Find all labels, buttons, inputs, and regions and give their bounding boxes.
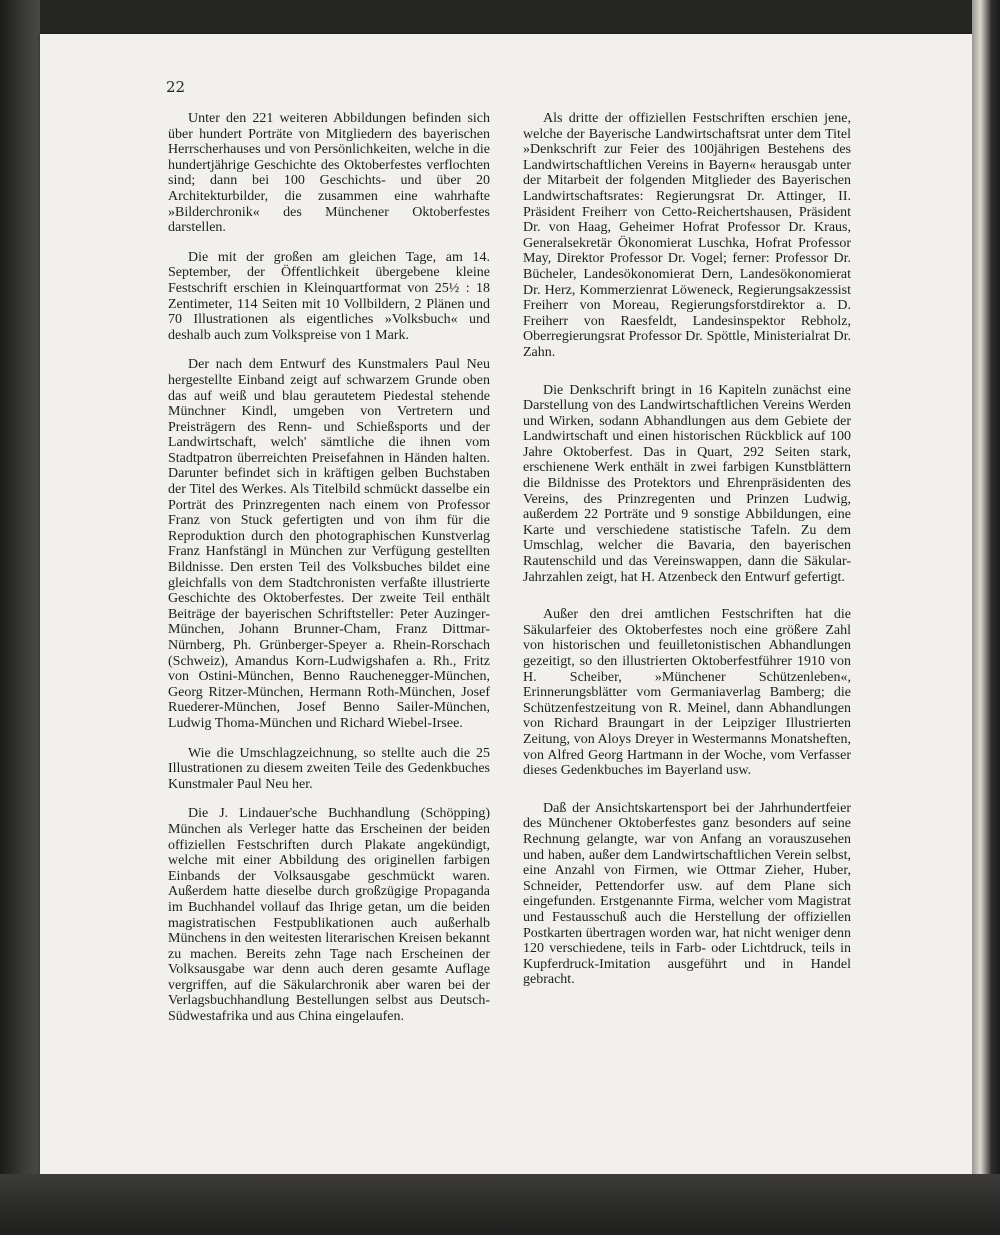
page-stack-edge — [972, 0, 1000, 1235]
paragraph: Die mit der großen am gleichen Tage, am 14. September, der Öffentlichkeit übergebene kleine Festschrift erschien in Kleinquartformat von 25½ : 18 Zentimeter, 114 Seiten mit 10 Vollbildern, 2 Plänen und 70 Illustrationen als eigentliches »Volksbuch« und deshalb auch zum Volkspreise von 1 Mark. — [168, 249, 490, 343]
paragraph: Unter den 221 weiteren Abbildungen befinden sich über hundert Porträte von Mitgliedern des bayerischen Herrscherhauses und von Persönlichkeiten, welche in die hundertjährige Geschichte des Oktoberfestes verflochten sind; dann bei 100 Geschichts- und über 20 Architekturbilder, die zusammen eine wahrhafte »Bilderchronik« des Münchener Oktoberfestes darstellen. — [168, 111, 490, 236]
paragraph: Daß der Ansichtskartensport bei der Jahrhundertfeier des Münchener Oktoberfestes ganz besonders auf seine Rechnung gelangte, war von Anfang an vorauszusehen und haben, außer dem Landwirtschaftlichen Verein selbst, eine Anzahl von Firmen, wie Ottmar Zieher, Huber, Schneider, Pettendorfer usw. auf dem Plane sich eingefunden. Erstgenannte Firma, welcher vom Magistrat und Festausschuß auch die Herstellung der offiziellen Postkarten übertragen worden war, hat nicht weniger denn 120 verschiedene, teils in Farb- oder Lichtdruck, teils in Kupferdruck-Imitation ausgeführt und in Handel gebracht. — [523, 800, 851, 988]
paragraph: Als dritte der offiziellen Festschriften erschien jene, welche der Bayerische Landwirtschaftsrat unter dem Titel »Denkschrift zur Feier des 100jährigen Bestehens des Landwirtschaftlichen Vereins in Bayern« herausgab unter der Mitarbeit der folgenden Mitglieder des Bayerischen Landwirtschaftsrates: Regierungsrat Dr. Attinger, II. Präsident Freiherr von Cetto-Reichertshausen, Präsident Dr. von Haag, Geheimer Hofrat Professor Dr. Kraus, Generalsekretär Ökonomierat Luschka, Hofrat Professor May, Direktor Professor Dr. Vogel; ferner: Professor Dr. Bücheler, Landesökonomierat Dern, Landesökonomierat Dr. Herz, Kommerzienrat Löweneck, Regierungsakzessist Freiherr von Moreau, Regierungsforstdirektor a. D. Freiherr von Raesfeldt, Landesinspektor Rebholz, Oberregierungsrat Professor Dr. Spöttle, Ministerialrat Dr. Zahn. — [523, 111, 851, 360]
page-number: 22 — [166, 78, 186, 96]
right-text-column — [523, 111, 851, 1010]
paragraph: Außer den drei amtlichen Festschriften hat die Säkularfeier des Oktoberfestes noch eine größere Zahl von historischen und feuilletonistischen Abhandlungen gezeitigt, so den illustrierten Oktoberfestführer 1910 von H. Scheiber, »Münchener Schützenleben«, Erinnerungsblätter vom Germaniaverlag Bamberg; die Schützenfestzeitung von R. Meinel, dann Abhandlungen von Richard Braungart in der Leipziger Illustrierten Zeitung, von Aloys Dreyer in Westermanns Monatsheften, von Alfred Georg Hartmann in der Woche, vom Verfasser dieses Gedenkbuches im Bayerland usw. — [523, 607, 851, 779]
book-cover-edge — [0, 0, 40, 1235]
paragraph: Die J. Lindauer'sche Buchhandlung (Schöpping) München als Verleger hatte das Erscheinen der beiden offiziellen Festschriften durch Plakate angekündigt, welche mit einer Abbildung des originellen farbigen Einbands der Volksausgabe geschmückt waren. Außerdem hatte dieselbe durch großzügige Propaganda im Buchhandel vollauf das Ihrige getan, um die beiden magistratischen Festpublikationen auch außerhalb Münchens in den weitesten literarischen Kreisen bekannt zu machen. Bereits zehn Tage nach Erscheinen der Volksausgabe war denn auch deren gesamte Auflage vergriffen, auf die Säkularchronik aber waren bei der Verlagsbuchhandlung Bestellungen selbst aus Deutsch-Südwestafrika und aus China eingelaufen. — [168, 806, 490, 1025]
paragraph: Der nach dem Entwurf des Kunstmalers Paul Neu hergestellte Einband zeigt auf schwarzem Grunde oben das auf weiß und blau gerautetem Piedestal stehende Münchner Kindl, umgeben von Vertretern und Preisträgern des Renn- und Schießsports und der Landwirtschaft, welch' sämtliche die ihnen vom Stadtpatron überreichten Preisefahnen in Händen halten. Darunter befindet sich in kräftigen gelben Buchstaben der Titel des Werkes. Als Titelbild schmückt dasselbe ein Porträt des Prinzregenten nach einem von Professor Franz von Stuck gefertigten und von ihm für die Reproduktion durch den photographischen Kunstverlag Franz Hanfstängl in München zur Verfügung gestellten Bildnisse. Den ersten Teil des Volksbuches bildet eine gleichfalls von dem Stadtchronisten verfaßte illustrierte Geschichte des Oktoberfestes. Der zweite Teil enthält Beiträge der bayerischen Schriftsteller: Peter Auzinger-München, Johann Brunner-Cham, Franz Dittmar-Nürnberg, Ph. Grünberger-Speyer a. Rhein-Rorschach (Schweiz), Amandus Korn-Ludwigshafen a. Rh., Fritz von Ostini-München, Benno Rauchenegger-München, Georg Ritzer-München, Hermann Roth-München, Josef Ruederer-München, Josef Benno Sailer-München, Ludwig Thoma-München und Richard Wiebel-Irsee. — [168, 357, 490, 731]
left-text-column — [168, 111, 490, 1039]
paragraph: Die Denkschrift bringt in 16 Kapiteln zunächst eine Darstellung von des Landwirtschaftlichen Vereins Werden und Wirken, sodann Abhandlungen aus dem Gebiete der Landwirtschaft und einen historischen Rückblick auf 100 Jahre Oktoberfest. Das in Quart, 292 Seiten stark, erschienene Werk enthält in zwei farbigen Kunstblättern die Bildnisse des Protektors und Ehrenpräsidenten des Vereins, des Prinzregenten und Prinzen Ludwig, außerdem 22 Porträte und 9 sonstige Abbildungen, eine Karte und verschiedene statistische Tafeln. Zu dem Umschlag, welcher die Bavaria, den bayerischen Rautenschild und das Vereinswappen, dann die Säkular-Jahrzahlen zeigt, hat H. Atzenbeck den Entwurf gefertigt. — [523, 382, 851, 585]
book-bottom-edge — [0, 1174, 1000, 1235]
paragraph: Wie die Umschlagzeichnung, so stellte auch die 25 Illustrationen zu diesem zweiten Teile des Gedenkbuches Kunstmaler Paul Neu her. — [168, 745, 490, 792]
